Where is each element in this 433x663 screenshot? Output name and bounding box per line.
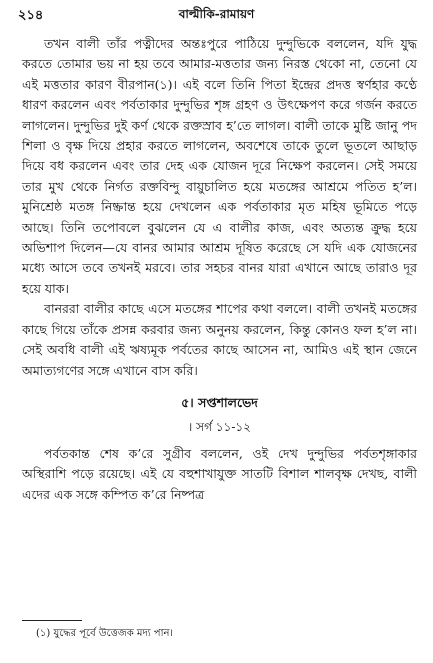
section-heading: ৫। সপ্তশালভেদ bbox=[181, 394, 258, 410]
paragraph-2: বানররা বালীর কাছে এসে মতঙ্গের শাপের কথা বললে। বালী তখনই মতঙ্গের কাছে গিয়ে তাঁকে প্রসন্ন করবার জন্য অনুনয় করলেন, কিন্তু কোনও ফল হ’ল না। সেই অবধি বালী এই ঋষ্যমূক পর্বতের কাছে আসেন না, আমিও এই স্থান জেনে অমাত্যগণের সঙ্গে এখানে বাস করি। bbox=[22, 301, 417, 378]
running-head: বাল্মীকি-রামায়ণ bbox=[178, 7, 255, 21]
paragraph-3: পর্বতকান্ত শেষ ক’রে সুগ্রীব বললেন, ওই দেখ দুন্দুভির পর্বতশৃঙ্গাকার অস্থিরাশি পড়ে রয়েছে। এই যে বহুশাখাযুক্ত সাতটি বিশাল শালবৃক্ষ দেখছ, বালী এদের এক সঙ্গে কম্পিত ক’রে নিষ্পত্র bbox=[22, 445, 417, 502]
page-number: ২১৪ bbox=[18, 8, 44, 23]
paragraph-1: তখন বালী তাঁর পত্নীদের অন্তঃপুরে পাঠিয়ে দুন্দুভিকে বললেন, যদি যুদ্ধ করতে তোমার ভয় না হয় তবে আমার-মত্ততার জন্য নিরস্ত থেকো না, তেনো যে এই মত্ততার কারণ বীরপান(১)। এই বলে তিনি পিতা ইন্দ্রের প্রদত্ত স্বর্ণহার কণ্ঠে ধারণ করলেন এবং পর্বতাকার দুন্দুভির শৃঙ্গ গ্রহণ ও উৎক্ষেপণ করে গর্জন করতে লাগলেন। দুন্দুভির দুই কর্ণ থেকে রক্তস্রাব হ’তে লাগল। বালী তাকে মুষ্টি জানু পদ শিলা ও বৃক্ষ দিয়ে প্রহার করতে লাগলেন, অবশেষে তাকে তুলে ভূতলে আছাড় দিয়ে বধ করলেন এবং তার দেহ এক যোজন দূরে নিক্ষেপ করলেন। সেই সময়ে তার মুখ থেকে নির্গত রক্তবিন্দু বায়ুচালিত হয়ে মতঙ্গের আশ্রমে পতিত হ’ল। মুনিশ্রেষ্ঠ মতঙ্গ নিষ্ক্রান্ত হয়ে দেখলেন এক পর্বতাকার মৃত মহিষ ভূমিতে পড়ে আছে। তিনি তপোবলে বুঝলেন যে এ বালীর কাজ, এবং অত্যন্ত ক্রুদ্ধ হয়ে অভিশাপ দিলেন—যে বানর আমার আশ্রম দূষিত করেছে সে যদি এক যোজনের মধ্যে আসে তবে তখনই মরবে। তার সহচর বানর যারা এখানে আছে তারাও দূর হয়ে যাক। bbox=[22, 36, 417, 296]
body-text bbox=[22, 34, 417, 505]
footnote: (১) যুদ্ধের পূর্বে উত্তেজক মদ্য পান। bbox=[36, 628, 174, 639]
footnote-rule bbox=[22, 620, 82, 621]
sarga-label: । সর্গ ১১-১২ bbox=[188, 420, 251, 435]
page-header bbox=[18, 6, 415, 26]
